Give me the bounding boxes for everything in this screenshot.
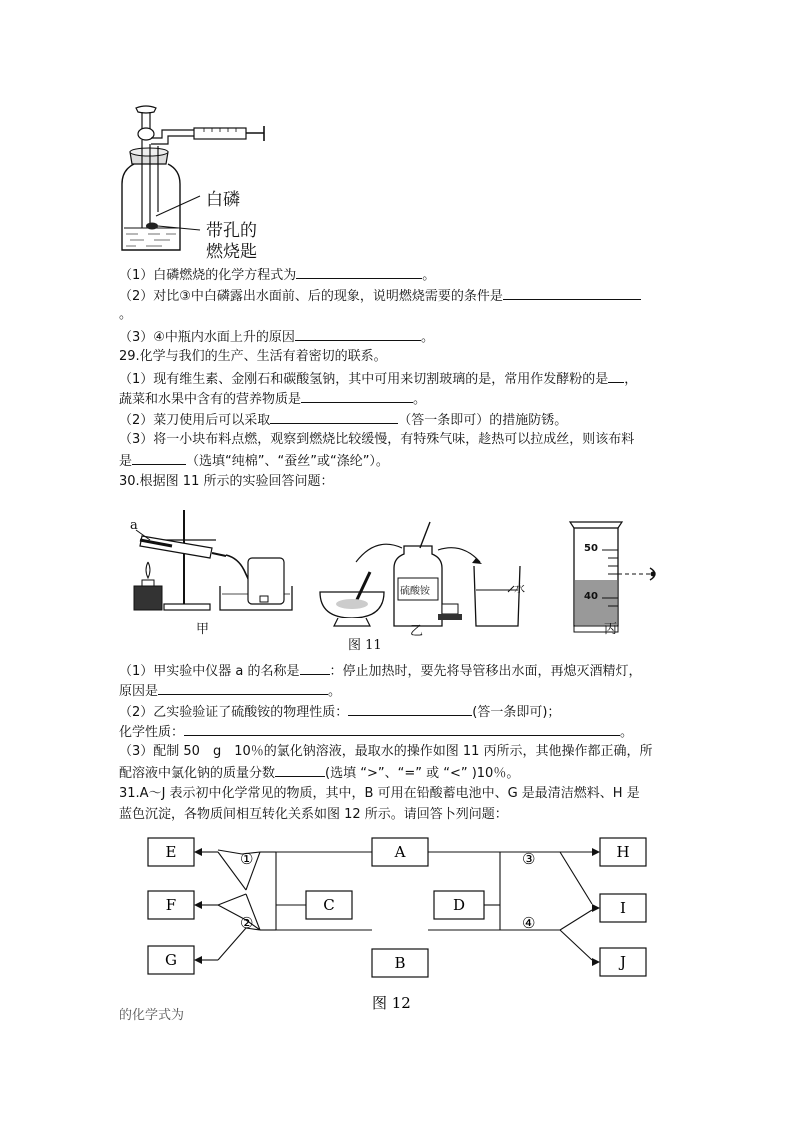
q28-part2-cont: 。 xyxy=(119,307,133,322)
answer-blank[interactable] xyxy=(503,285,641,300)
q29-stem: 29.化学与我们的生产、生活有着密切的联系。 xyxy=(119,349,387,364)
tick-label-40: 40 xyxy=(584,591,598,602)
answer-blank[interactable] xyxy=(275,762,325,777)
label-yi: 乙 xyxy=(410,624,424,639)
node-J xyxy=(600,948,646,976)
q29-part2: （2）菜刀使用后可以采取 （答一条即可）的措施防锈。 xyxy=(119,409,567,431)
tick-label-50: 50 xyxy=(584,543,598,554)
reaction-2: ② xyxy=(240,914,254,932)
answer-blank[interactable] xyxy=(608,368,624,383)
label-water: 水 xyxy=(514,582,525,595)
figure-white-phosphorus-apparatus xyxy=(118,100,298,260)
q29-part3b: 是 （选填“纯棉”、“蚕丝”或“涤纶”）。 xyxy=(119,450,389,472)
svg-text:G: G xyxy=(165,951,177,969)
svg-text:C: C xyxy=(323,896,335,914)
q29-part1a: （1）现有维生素、金刚石和碳酸氢钠，其中可用来切割玻璃的是，常用作发酵粉的是 ， xyxy=(119,368,637,390)
svg-text:I: I xyxy=(620,899,626,917)
q28-part1: （1）白磷燃烧的化学方程式为 。 xyxy=(119,264,435,286)
svg-text:F: F xyxy=(165,896,177,914)
svg-text:A: A xyxy=(394,843,406,861)
figure-caption-11: 图 11 xyxy=(348,638,382,653)
node-A xyxy=(372,838,428,866)
q30-part2-chem: 化学性质： 。 xyxy=(119,721,633,743)
answer-blank[interactable] xyxy=(348,701,472,716)
node-G xyxy=(148,946,194,974)
node-H xyxy=(600,838,646,866)
q31-stem-2: 蓝色沉淀，各物质间相互转化关系如图 12 所示。请回答卜列问题： xyxy=(119,807,508,822)
node-E xyxy=(148,838,194,866)
reaction-3: ③ xyxy=(522,850,536,868)
reaction-1: ① xyxy=(240,850,254,868)
node-D xyxy=(434,891,484,919)
q29-part1b: 蔬菜和水果中含有的营养物质是 。 xyxy=(119,388,426,410)
node-B xyxy=(372,949,428,977)
svg-text:B: B xyxy=(394,954,406,972)
label-perforated-spoon-1: 带孔的 xyxy=(206,221,257,241)
label-white-phosphorus: 白磷 xyxy=(206,190,240,210)
q30-part2: （2）乙实验验证了硫酸铵的物理性质： (答一条即可)； xyxy=(119,701,560,723)
q30-part3a: （3）配制 50 g 10％的氯化钠溶液，最取水的操作如图 11 丙所示，其他操作都正确，所 xyxy=(119,744,653,759)
svg-text:H: H xyxy=(616,843,630,861)
label-bing: 丙 xyxy=(604,622,618,637)
label-jia: 甲 xyxy=(196,622,210,637)
label-instrument-a: a xyxy=(130,518,138,533)
node-F xyxy=(148,891,194,919)
answer-blank[interactable] xyxy=(300,660,330,675)
node-I xyxy=(600,894,646,922)
answer-blank[interactable] xyxy=(184,721,620,736)
q30-part3b: 配溶液中氯化钠的质量分数 (选填 “>”、“=” 或 “<” )10％。 xyxy=(119,762,519,784)
figure-12-relation-diagram xyxy=(140,832,660,1014)
svg-text:E: E xyxy=(165,843,177,861)
clipped-next-line: 的化学式为 xyxy=(119,1008,185,1023)
q28-part3: （3）④中瓶内水面上升的原因 。 xyxy=(119,326,434,348)
answer-blank[interactable] xyxy=(270,409,398,424)
q29-part3a: （3）将一小块布料点燃，观察到燃烧比较缓慢，有特殊气味，趁热可以拉成丝，则该布料 xyxy=(119,432,635,447)
label-perforated-spoon-2: 燃烧匙 xyxy=(206,242,257,262)
reaction-4: ④ xyxy=(522,914,536,932)
node-C xyxy=(306,891,352,919)
q31-stem-1: 31.A～J 表示初中化学常见的物质，其中，B 可用在铅酸蓄电池中、G 是最清洁燃料、H 是 xyxy=(119,786,640,801)
svg-text:J: J xyxy=(619,953,627,971)
answer-blank[interactable] xyxy=(132,450,186,465)
answer-blank[interactable] xyxy=(295,326,421,341)
svg-text:D: D xyxy=(452,896,466,914)
figure-11 xyxy=(120,500,680,652)
answer-blank[interactable] xyxy=(158,680,328,695)
q28-part2: （2）对比③中白磷露出水面前、后的现象，说明燃烧需要的条件是 xyxy=(119,285,641,307)
answer-blank[interactable] xyxy=(296,264,422,279)
q30-part1b: 原因是 。 xyxy=(119,680,341,702)
answer-blank[interactable] xyxy=(301,388,413,403)
figure-caption-12: 图 12 xyxy=(372,994,411,1012)
label-ammonium-sulfate: 硫酸铵 xyxy=(400,586,430,597)
q30-stem: 30.根据图 11 所示的实验回答问题： xyxy=(119,474,334,489)
q30-part1a: （1）甲实验中仪器 a 的名称是 ：停止加热时，要先将导管移出水面，再熄灭酒精灯， xyxy=(119,660,642,682)
